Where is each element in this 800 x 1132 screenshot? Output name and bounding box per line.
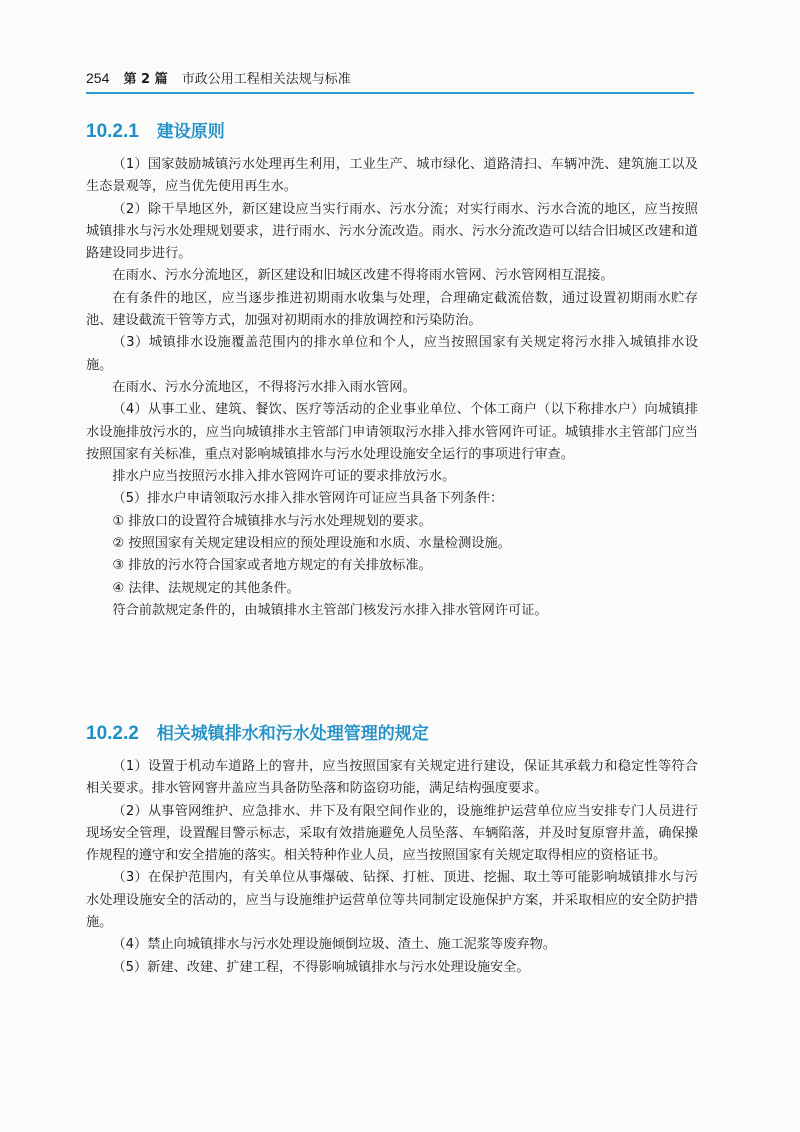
paragraph: （3）在保护范围内，有关单位从事爆破、钻探、打桩、顶进、挖掘、取土等可能影响城镇排水与污水处理设施安全的活动的，应当与设施维护运营单位等共同制定设施保护方案，并采取相应的安全防护措施。 xyxy=(86,870,698,931)
section-body xyxy=(86,154,698,622)
paragraph: （5）排水户申请领取污水排入排水管网许可证应当具备下列条件： xyxy=(112,491,504,507)
section-number: 10.2.2 xyxy=(86,723,139,744)
list-item: ③ 排放的污水符合国家或者地方规定的有关排放标准。 xyxy=(112,558,432,574)
list-item: ② 按照国家有关规定建设相应的预处理设施和水质、水量检测设施。 xyxy=(112,536,511,552)
part-title: 市政公用工程相关法规与标准 xyxy=(181,72,351,87)
list-item: ① 排放口的设置符合城镇排水与污水处理规划的要求。 xyxy=(112,513,432,529)
list-item: ④ 法律、法规规定的其他条件。 xyxy=(112,580,300,596)
paragraph: （1）设置于机动车道路上的窨井，应当按照国家有关规定进行建设，保证其承载力和稳定性等符合相关要求。排水管网窨井盖应当具备防坠落和防盗窃功能，满足结构强度要求。 xyxy=(86,759,698,797)
section-10-2-2 xyxy=(86,720,698,979)
paragraph: （3）城镇排水设施覆盖范围内的排水单位和个人，应当按照国家有关规定将污水排入城镇排水设施。 xyxy=(86,335,698,373)
section-number: 10.2.1 xyxy=(86,121,139,142)
paragraph: 在雨水、污水分流地区，新区建设和旧城区改建不得将雨水管网、污水管网相互混接。 xyxy=(112,268,614,284)
paragraph: （5）新建、改建、扩建工程，不得影响城镇排水与污水处理设施安全。 xyxy=(112,959,530,975)
running-header xyxy=(86,68,694,94)
page-number: 254 xyxy=(86,70,110,86)
section-title: 建设原则 xyxy=(156,122,225,142)
paragraph: 排水户应当按照污水排入排水管网许可证的要求排放污水。 xyxy=(112,469,456,485)
section-body xyxy=(86,756,698,979)
paragraph: （2）从事管网维护、应急排水、井下及有限空间作业的，设施维护运营单位应当安排专门人员进行现场安全管理，设置醒目警示标志，采取有效措施避免人员坠落、车辆陷落，并及时复原窨井盖，确保操作规程的遵守和安全措施的落实。相关特种作业人员，应当按照国家有关规定取得相应的资格证书。 xyxy=(86,803,698,864)
paragraph: （1）国家鼓励城镇污水处理再生利用，工业生产、城市绿化、道路清扫、车辆冲洗、建筑施工以及生态景观等，应当优先使用再生水。 xyxy=(86,157,698,195)
paragraph: 在雨水、污水分流地区，不得将污水排入雨水管网。 xyxy=(112,379,416,395)
section-heading xyxy=(86,118,698,146)
part-label: 第 2 篇 xyxy=(123,72,168,87)
paragraph: （4）从事工业、建筑、餐饮、医疗等活动的企业事业单位、个体工商户（以下称排水户）向城镇排水设施排放污水的，应当向城镇排水主管部门申请领取污水排入排水管网许可证。城镇排水主管部门应当按照国家有关标准，重点对影响城镇排水与污水处理设施安全运行的事项进行审查。 xyxy=(86,402,698,462)
paragraph: （2）除干旱地区外，新区建设应当实行雨水、污水分流；对实行雨水、污水合流的地区，应当按照城镇排水与污水处理规划要求，进行雨水、污水分流改造。雨水、污水分流改造可以结合旧城区改建和道路建设同步进行。 xyxy=(86,201,698,262)
paragraph: 符合前款规定条件的，由城镇排水主管部门核发污水排入排水管网许可证。 xyxy=(112,602,548,618)
paragraph: 在有条件的地区，应当逐步推进初期雨水收集与处理，合理确定截流倍数，通过设置初期雨水贮存池、建设截流干管等方式，加强对初期雨水的排放调控和污染防治。 xyxy=(86,290,698,329)
paragraph: （4）禁止向城镇排水与污水处理设施倾倒垃圾、渣土、施工泥浆等废弃物。 xyxy=(112,937,556,953)
section-title: 相关城镇排水和污水处理管理的规定 xyxy=(156,724,429,744)
section-heading xyxy=(86,720,698,748)
section-10-2-1 xyxy=(86,118,698,622)
